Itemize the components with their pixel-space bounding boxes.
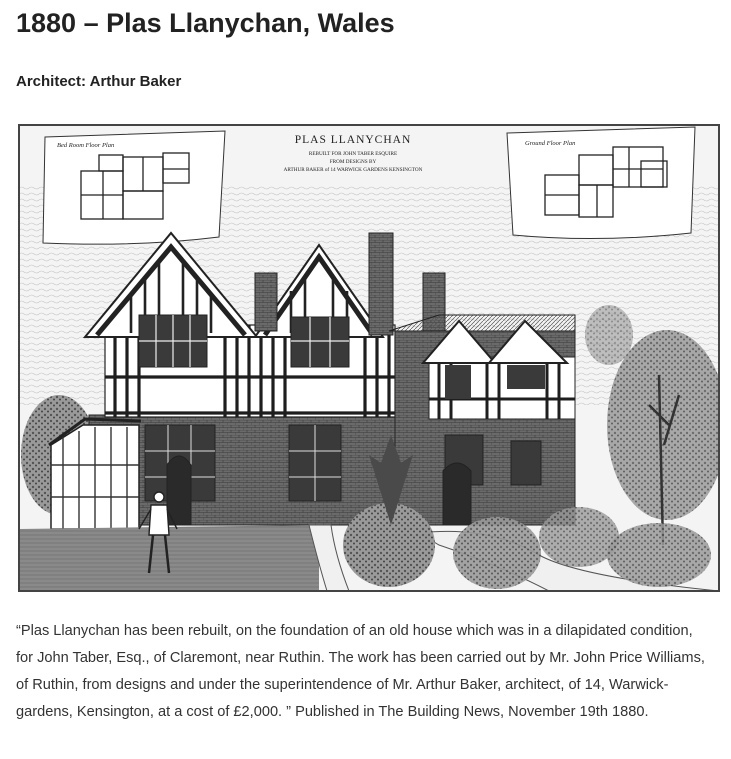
- bed-plan-label: Bed Room Floor Plan: [57, 142, 115, 149]
- ground-plan-label: Ground Floor Plan: [525, 140, 576, 147]
- plate-line-1: REBUILT FOR JOHN TABER ESQUIRE: [308, 151, 398, 157]
- bed-room-plan-sheet: [43, 131, 225, 244]
- plate-title: PLAS LLANYCHAN: [294, 134, 412, 146]
- house-engraving-illustration: [19, 125, 719, 591]
- plate-line-2: FROM DESIGNS BY: [329, 159, 377, 165]
- post-title: 1880 – Plas Llanychan, Wales: [16, 8, 395, 38]
- architect-line: Architect: Arthur Baker: [16, 73, 182, 90]
- ground-floor-plan-sheet: [507, 127, 695, 239]
- engraving-image: [18, 124, 720, 592]
- quote-paragraph: “Plas Llanychan has been rebuilt, on the foundation of an old house which was in a dilapidated condition, for John Taber, Esq., of Claremont, near Ruthin. The work has been carried out by Mr. John Price Williams, of Ruthin, from designs and under the superintendence of Mr. Arthur Baker, architect, of 14, Warwick- gardens, Kensington, at a cost of £2,000. ” Published in The Building News, November 19th 1880.: [16, 623, 705, 720]
- plate-line-3: ARTHUR BAKER of 14 WARWICK GARDENS KENSINGTON: [283, 167, 423, 173]
